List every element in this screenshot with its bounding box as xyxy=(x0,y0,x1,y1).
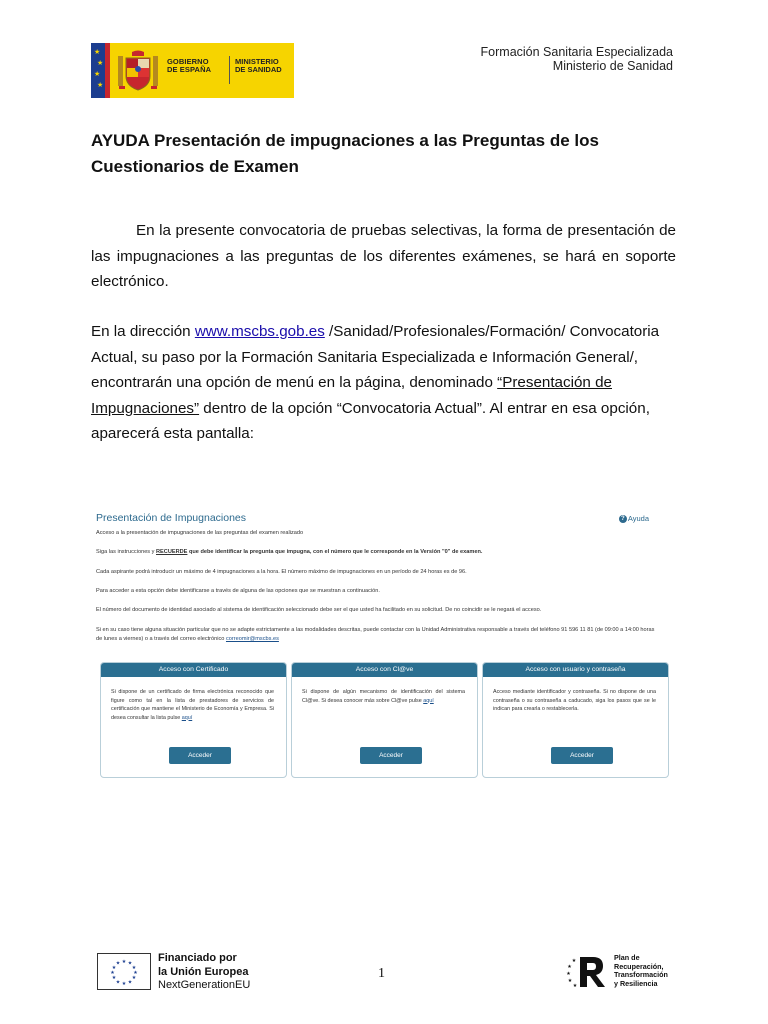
screenshot-line-3: Cada aspirante podrá introducir un máximo de 4 impugnaciones a la hora. El número máximo de impugnaciones en un período de 24 horas es de 96. xyxy=(96,569,467,575)
contact-email-link[interactable]: correomir@mscbs.es xyxy=(225,636,279,642)
card-body: Acceso mediante identificador y contraseña. Si no dispone de una contraseña o su contraseña a caducado, siga los pasos que se le indican para crearla o restablecerla. xyxy=(493,689,656,712)
svg-text:★: ★ xyxy=(121,981,127,987)
screenshot-line-5: El número del documento de identidad asociado al sistema de identificación seleccionado debe ser el que usted ha facilitado en su solicitud. De no coincidir se le negará el acceso. xyxy=(96,607,542,613)
screenshot-title: Presentación de Impugnaciones xyxy=(96,512,247,524)
eu-flag-band: ★ ★ ★ ★ xyxy=(91,43,105,98)
svg-text:★: ★ xyxy=(111,975,117,981)
coat-of-arms-icon xyxy=(116,50,160,92)
recovery-plan-logo-icon xyxy=(566,955,608,989)
card-body: Si dispone de algún mecanismo de identificación del sistema Cl@ve. Si desea conocer más sobre Cl@ve pulse aquí xyxy=(302,689,465,704)
card-clave xyxy=(291,662,478,778)
card-title: Acceso con Cl@ve xyxy=(292,663,477,677)
screenshot-line-2: Siga las instrucciones y RECUERDE que debe identificar la pregunta que impugna, con el número que le corresponde en la Versión "0" de examen. xyxy=(96,549,483,555)
aqui-link[interactable]: aquí xyxy=(423,697,434,704)
eu-stars-icon xyxy=(98,954,150,989)
eu-flag-logo xyxy=(97,953,151,990)
svg-text:★: ★ xyxy=(133,970,138,976)
card-title: Acceso con Certificado xyxy=(101,663,286,677)
svg-text:★: ★ xyxy=(110,970,115,976)
acceder-usuario-button[interactable]: Acceder xyxy=(551,747,613,764)
header-right xyxy=(481,45,673,73)
screenshot-line-4: Para acceder a esta opción debe identificarse a través de alguna de las opciones que se muestran a continuación. xyxy=(96,588,380,594)
flag-red-band xyxy=(105,43,110,98)
svg-text:★: ★ xyxy=(131,965,137,971)
screenshot-line-6: Si en su caso tiene alguna situación particular que no se adapte estrictamente a las modalidades descritas, puede contactar con la Unidad Administrativa responsable a través del teléfono 91 596 11 81 (de 09:00 a 14:00 horas de lunes a viernes) o a través del correo electrónico correomir@mscbs.es xyxy=(96,627,655,642)
svg-text:★: ★ xyxy=(111,965,117,971)
eu-funding-text: Financiado por la Unión Europea NextGenerationEU xyxy=(158,952,251,991)
screenshot-line-1: Acceso a la presentación de impugnaciones de las preguntas del examen realizado xyxy=(96,530,304,536)
svg-text:★: ★ xyxy=(572,983,578,989)
paragraph-2-end: dentro de la opción “Convocatoria Actual”. Al entrar en esa opción, aparecerá esta pantalla: xyxy=(91,399,650,442)
mscbs-link[interactable]: www.mscbs.gob.es xyxy=(194,323,325,340)
embedded-screenshot xyxy=(93,505,671,780)
aqui-link[interactable]: aquí xyxy=(181,714,193,721)
header-line-2: Ministerio de Sanidad xyxy=(552,59,673,73)
card-certificado xyxy=(100,662,287,778)
header-line-1: Formación Sanitaria Especializada xyxy=(480,45,673,59)
logo-text-gobierno: GOBIERNO DE ESPAÑA xyxy=(167,57,212,74)
paragraph-1: En la presente convocatoria de pruebas selectivas, la forma de presentación de las impugnaciones a las preguntas de los diferentes exámenes, se hará en soporte electrónico. xyxy=(91,222,676,290)
svg-text:★: ★ xyxy=(567,978,573,984)
svg-text:★: ★ xyxy=(567,964,572,970)
svg-text:★: ★ xyxy=(566,971,571,977)
svg-text:★: ★ xyxy=(127,960,133,967)
svg-text:★: ★ xyxy=(131,975,137,981)
svg-text:★: ★ xyxy=(121,959,127,965)
svg-text:★: ★ xyxy=(571,958,577,964)
menu-option-name: “Presentación de Impugnaciones” xyxy=(91,374,612,417)
help-icon: ? xyxy=(619,515,627,523)
paragraph-2 xyxy=(91,319,676,447)
gobierno-espana-logo xyxy=(91,43,294,98)
paragraph-2-lead: En la dirección xyxy=(91,323,195,340)
card-title: Acceso con usuario y contraseña xyxy=(483,663,668,677)
page-number: 1 xyxy=(378,966,385,981)
paragraph-2-middle: /Sanidad/Profesionales/Formación/ Convocatoria Actual, su paso por la Formación Sanitaria Especializada e Información General/, encontrarán una opción de menú en la página, denominado xyxy=(91,323,660,391)
card-usuario xyxy=(482,662,669,778)
acceder-clave-button[interactable]: Acceder xyxy=(360,747,422,764)
help-link[interactable] xyxy=(619,514,649,523)
svg-text:★: ★ xyxy=(115,979,121,986)
acceder-certificado-button[interactable]: Acceder xyxy=(169,747,231,764)
svg-text:★: ★ xyxy=(127,979,133,986)
card-body: Si dispone de un certificado de firma electrónica reconocido que figure como tal en la lista de prestadores de servicios de certificación que mantiene el Ministerio de Economía y Empresa. Si desea consultar la lista pulse aquí xyxy=(111,689,274,721)
recovery-plan-text: Plan de Recuperación, Transformación y Resiliencia xyxy=(614,953,668,988)
logo-text-ministerio: MINISTERIO DE SANIDAD xyxy=(235,57,282,74)
logo-separator xyxy=(229,56,230,84)
help-label: Ayuda xyxy=(627,514,649,523)
document-title: AYUDA Presentación de impugnaciones a las Preguntas de los Cuestionarios de Examen xyxy=(91,131,599,176)
svg-text:★: ★ xyxy=(115,960,121,967)
